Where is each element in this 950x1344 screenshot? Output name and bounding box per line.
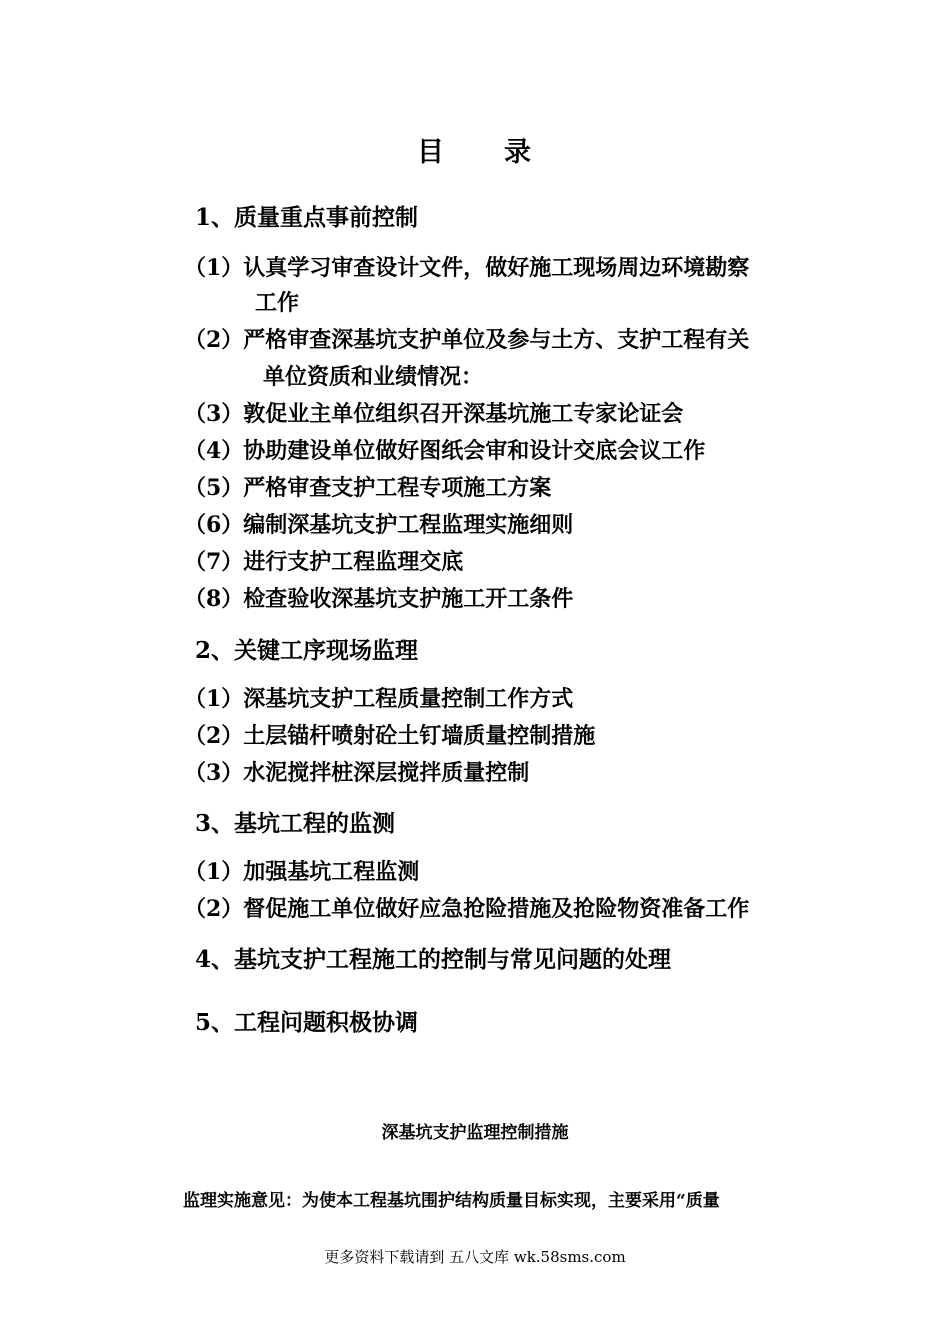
toc-item[interactable]: （1）加强基坑工程监测 <box>184 859 420 885</box>
toc-title-char-1: 目 <box>417 137 446 168</box>
section-subtitle: 深基坑支护监理控制措施 <box>381 1123 569 1143</box>
toc-item[interactable]: （2）督促施工单位做好应急抢险措施及抢险物资准备工作 <box>184 896 750 922</box>
toc-item[interactable]: （1）深基坑支护工程质量控制工作方式 <box>184 686 574 712</box>
toc-item[interactable]: （6）编制深基坑支护工程监理实施细则 <box>184 512 574 538</box>
toc-item[interactable]: （5）严格审查支护工程专项施工方案 <box>184 475 552 501</box>
toc-section-heading[interactable]: 2、关键工序现场监理 <box>195 637 419 664</box>
toc-section-heading[interactable]: 4、基坑支护工程施工的控制与常见问题的处理 <box>195 946 672 973</box>
toc-section-heading[interactable]: 5、工程问题积极协调 <box>195 1009 419 1036</box>
toc-title <box>0 130 950 169</box>
toc-item-continuation[interactable]: 单位资质和业绩情况： <box>263 364 484 390</box>
toc-item[interactable]: （3）敦促业主单位组织召开深基坑施工专家论证会 <box>184 401 684 427</box>
toc-item[interactable]: （1）认真学习审查设计文件，做好施工现场周边环境勘察 <box>184 255 750 281</box>
toc-item[interactable]: （3）水泥搅拌桩深层搅拌质量控制 <box>184 760 530 786</box>
toc-item[interactable]: （2）严格审查深基坑支护单位及参与土方、支护工程有关 <box>184 327 750 353</box>
toc-item-continuation[interactable]: 工作 <box>255 290 300 316</box>
toc-section-heading[interactable]: 3、基坑工程的监测 <box>195 810 396 837</box>
footer-download-note[interactable]: 更多资料下载请到 五八文库 wk.58sms.com <box>324 1248 626 1266</box>
toc-title-char-2: 录 <box>504 137 533 168</box>
body-paragraph: 监理实施意见：为使本工程基坑围护结构质量目标实现，主要采用“质量 <box>183 1191 720 1211</box>
toc-item[interactable]: （7）进行支护工程监理交底 <box>184 549 464 575</box>
toc-section-heading[interactable]: 1、质量重点事前控制 <box>195 204 419 231</box>
toc-item[interactable]: （2）土层锚杆喷射砼土钉墙质量控制措施 <box>184 723 596 749</box>
toc-item[interactable]: （8）检查验收深基坑支护施工开工条件 <box>184 586 574 612</box>
toc-item[interactable]: （4）协助建设单位做好图纸会审和设计交底会议工作 <box>184 438 706 464</box>
